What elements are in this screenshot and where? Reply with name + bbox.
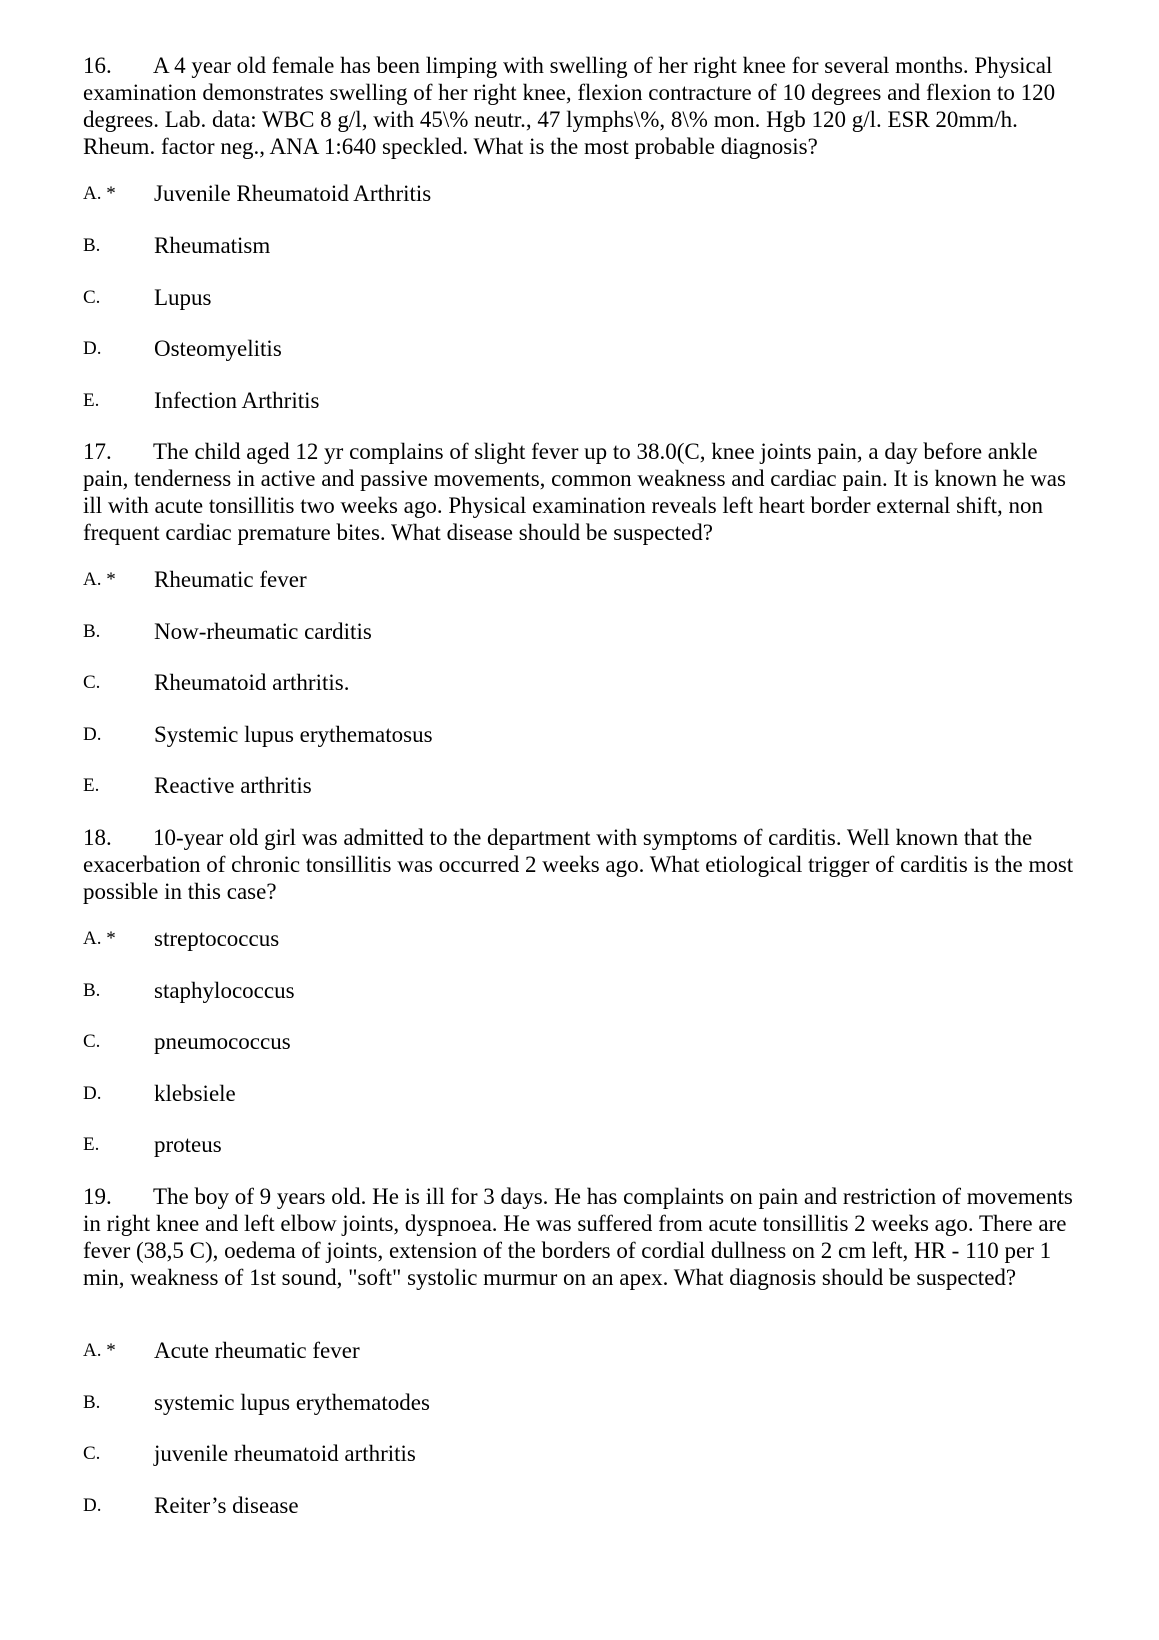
option-16-b bbox=[83, 232, 1083, 259]
option-text: systemic lupus erythematodes bbox=[154, 1390, 430, 1415]
option-19-d bbox=[83, 1492, 1083, 1519]
question-19 bbox=[83, 1183, 1083, 1291]
option-text: Reactive arthritis bbox=[154, 773, 312, 798]
option-letter: E. bbox=[83, 775, 100, 796]
option-text: Reiter’s disease bbox=[154, 1493, 299, 1518]
option-text: proteus bbox=[154, 1132, 222, 1157]
question-17 bbox=[83, 438, 1083, 546]
option-16-c bbox=[83, 284, 1083, 311]
option-letter: B. bbox=[83, 980, 101, 1001]
option-text: Lupus bbox=[154, 285, 212, 310]
question-16 bbox=[83, 52, 1083, 160]
question-text: A 4 year old female has been limping with swelling of her right knee for several months. Physical examination demonstrates swelling of her right knee, flexion contracture of 10 degrees and flexion to 120 degrees. Lab. data: WBC 8 g/l, with 45\% neutr., 47 lymphs\%, 8\% mon. Hgb 120 g/l. ESR 20mm/h. Rheum. factor neg., ANA 1:640 speckled. What is the most probable diagnosis? bbox=[83, 53, 1056, 159]
option-17-e bbox=[83, 772, 1083, 799]
option-text: staphylococcus bbox=[154, 978, 295, 1003]
option-letter: B. bbox=[83, 1392, 101, 1413]
option-text: streptococcus bbox=[154, 926, 280, 951]
option-letter: D. bbox=[83, 338, 102, 359]
option-letter: E. bbox=[83, 390, 100, 411]
option-18-d bbox=[83, 1080, 1083, 1107]
option-text: Juvenile Rheumatoid Arthritis bbox=[154, 181, 432, 206]
option-text: Osteomyelitis bbox=[154, 336, 282, 361]
option-text: Systemic lupus erythematosus bbox=[154, 722, 433, 747]
option-letter: C. bbox=[83, 672, 101, 693]
option-text: Infection Arthritis bbox=[154, 388, 320, 413]
question-18 bbox=[83, 824, 1083, 905]
option-text: Rheumatic fever bbox=[154, 567, 307, 592]
question-number: 17. bbox=[83, 439, 112, 464]
option-letter: D. bbox=[83, 724, 102, 745]
option-18-e bbox=[83, 1131, 1083, 1158]
option-letter: E. bbox=[83, 1134, 100, 1155]
option-text: klebsiele bbox=[154, 1081, 236, 1106]
option-17-a bbox=[83, 566, 1083, 593]
option-text: Now-rheumatic carditis bbox=[154, 619, 372, 644]
option-letter: A. * bbox=[83, 1340, 116, 1361]
option-text: Rheumatoid arthritis. bbox=[154, 670, 350, 695]
option-17-d bbox=[83, 721, 1083, 748]
option-16-e bbox=[83, 387, 1083, 414]
option-text: Rheumatism bbox=[154, 233, 271, 258]
option-letter: D. bbox=[83, 1495, 102, 1516]
option-text: Acute rheumatic fever bbox=[154, 1338, 360, 1363]
option-letter: A. * bbox=[83, 569, 116, 590]
option-letter: C. bbox=[83, 1443, 101, 1464]
option-16-a bbox=[83, 180, 1083, 207]
option-letter: C. bbox=[83, 287, 101, 308]
option-16-d bbox=[83, 335, 1083, 362]
option-text: pneumococcus bbox=[154, 1029, 291, 1054]
question-text: 10-year old girl was admitted to the department with symptoms of carditis. Well known that the exacerbation of chronic tonsillitis was occurred 2 weeks ago. What etiological trigger of carditis is the most possible in this case? bbox=[83, 825, 1074, 904]
option-18-a bbox=[83, 925, 1083, 952]
question-number: 19. bbox=[83, 1184, 112, 1209]
question-number: 16. bbox=[83, 53, 112, 78]
option-19-b bbox=[83, 1389, 1083, 1416]
option-18-b bbox=[83, 977, 1083, 1004]
option-text: juvenile rheumatoid arthritis bbox=[154, 1441, 416, 1466]
option-letter: B. bbox=[83, 621, 101, 642]
option-letter: C. bbox=[83, 1031, 101, 1052]
option-17-c bbox=[83, 669, 1083, 696]
option-18-c bbox=[83, 1028, 1083, 1055]
option-19-a bbox=[83, 1337, 1083, 1364]
option-letter: B. bbox=[83, 235, 101, 256]
question-text: The child aged 12 yr complains of slight fever up to 38.0(C, knee joints pain, a day before ankle pain, tenderness in active and passive movements, common weakness and cardiac pain. It is known he was ill with acute tonsillitis two weeks ago. Physical examination reveals left heart border external shift, non frequent cardiac premature bites. What disease should be suspected? bbox=[83, 439, 1066, 545]
option-letter: A. * bbox=[83, 183, 116, 204]
option-17-b bbox=[83, 618, 1083, 645]
question-number: 18. bbox=[83, 825, 112, 850]
option-letter: D. bbox=[83, 1083, 102, 1104]
option-letter: A. * bbox=[83, 928, 116, 949]
option-19-c bbox=[83, 1440, 1083, 1467]
question-text: The boy of 9 years old. He is ill for 3 days. He has complaints on pain and restriction of movements in right knee and left elbow joints, dyspnoea. He was suffered from acute tonsillitis 2 weeks ago. There are fever (38,5 C), oedema of joints, extension of the borders of cordial dullness on 2 cm left, HR - 110 per 1 min, weakness of 1st sound, "soft" systolic murmur on an apex. What diagnosis should be suspected? bbox=[83, 1184, 1073, 1290]
